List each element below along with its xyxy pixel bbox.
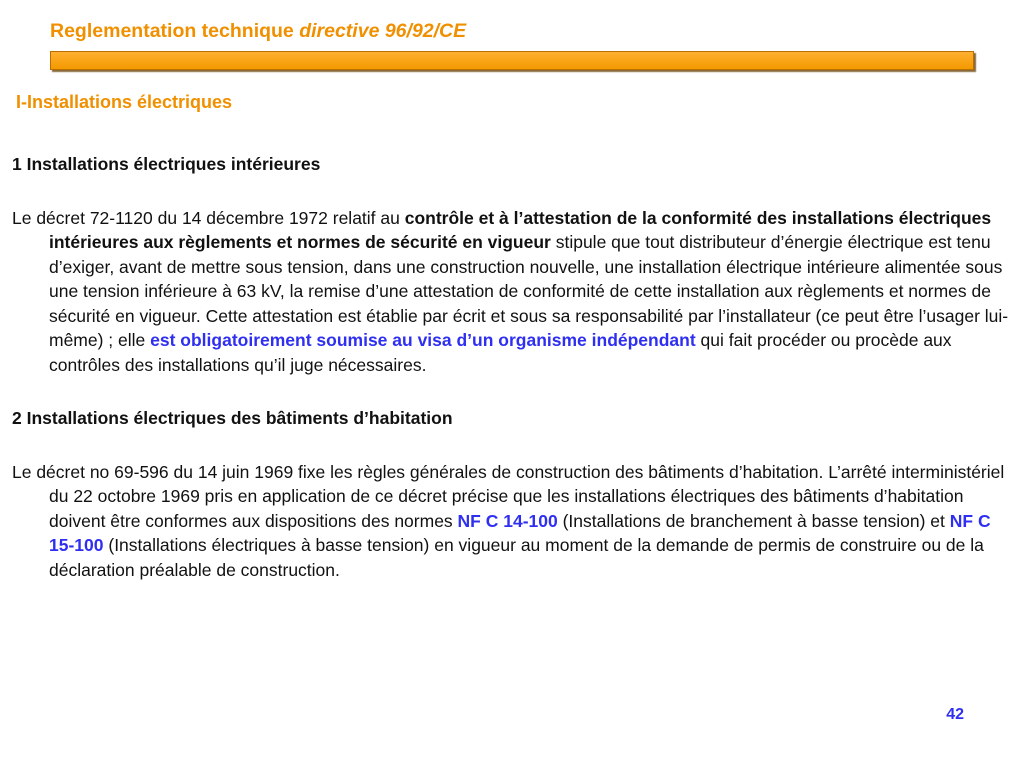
- slide-title-directive: directive 96/92/CE: [299, 20, 467, 42]
- slide-title: [50, 20, 466, 43]
- norm-nfc-15-100: NF C 15-100: [49, 510, 991, 555]
- p1-end: qui fait procéder ou procède aux contrôles des installations qu’il juge nécessaires.: [49, 330, 952, 375]
- paragraph-decree-1972: [12, 206, 1016, 378]
- heading-interior-installations: 1 Installations électriques intérieures: [12, 154, 321, 174]
- norm-nfc-14-100: NF C 14-100: [457, 510, 558, 531]
- section-title: I-Installations électriques: [16, 92, 233, 112]
- p1-start: Le décret 72-1120 du 14 décembre 1972 relatif au: [12, 207, 405, 228]
- p1-emphasis-visa: est obligatoirement soumise au visa d’un organisme indépendant: [150, 330, 696, 350]
- title-underline-bar: [50, 51, 974, 70]
- page-number: 42: [946, 706, 964, 723]
- heading-dwelling-installations: 2 Installations électriques des bâtiments d’habitation: [12, 408, 453, 428]
- p2-middle: (Installations de branchement à basse tension) et: [557, 510, 950, 531]
- p2-end: (Installations électriques à basse tension) en vigueur au moment de la demande de permis de construire ou de la déclaration préalable de construction.: [49, 535, 984, 580]
- slide-content: [12, 152, 1016, 611]
- p2-start: Le décret no 69-596 du 14 juin 1969 fixe les règles générales de construction des bâtiments d’habitation. L’arrêté interministériel du 22 octobre 1969 pris en application de ce décret précise que les installations électriques des bâtiments d’habitation doivent être conformes aux dispositions des normes: [12, 461, 1005, 531]
- paragraph-decree-1969: [12, 460, 1016, 583]
- p1-bold-subject: contrôle et à l’attestation de la conformité des installations électriques intérieures aux règlements et normes de sécurité en vigueur: [49, 207, 992, 252]
- p1-middle: stipule que tout distributeur d’énergie électrique est tenu d’exiger, avant de mettre sous tension, dans une construction nouvelle, une installation électrique intérieure alimentée sous une tension inférieure à 63 kV, la remise d’une attestation de conformité de cette installation aux règlements et normes de sécurité en vigueur. Cette attestation est établie par écrit et sous sa responsabilité par l’installateur (ce peut être l’usager lui-même) ; elle: [49, 232, 1009, 350]
- slide-title-regular: Reglementation technique: [50, 20, 300, 42]
